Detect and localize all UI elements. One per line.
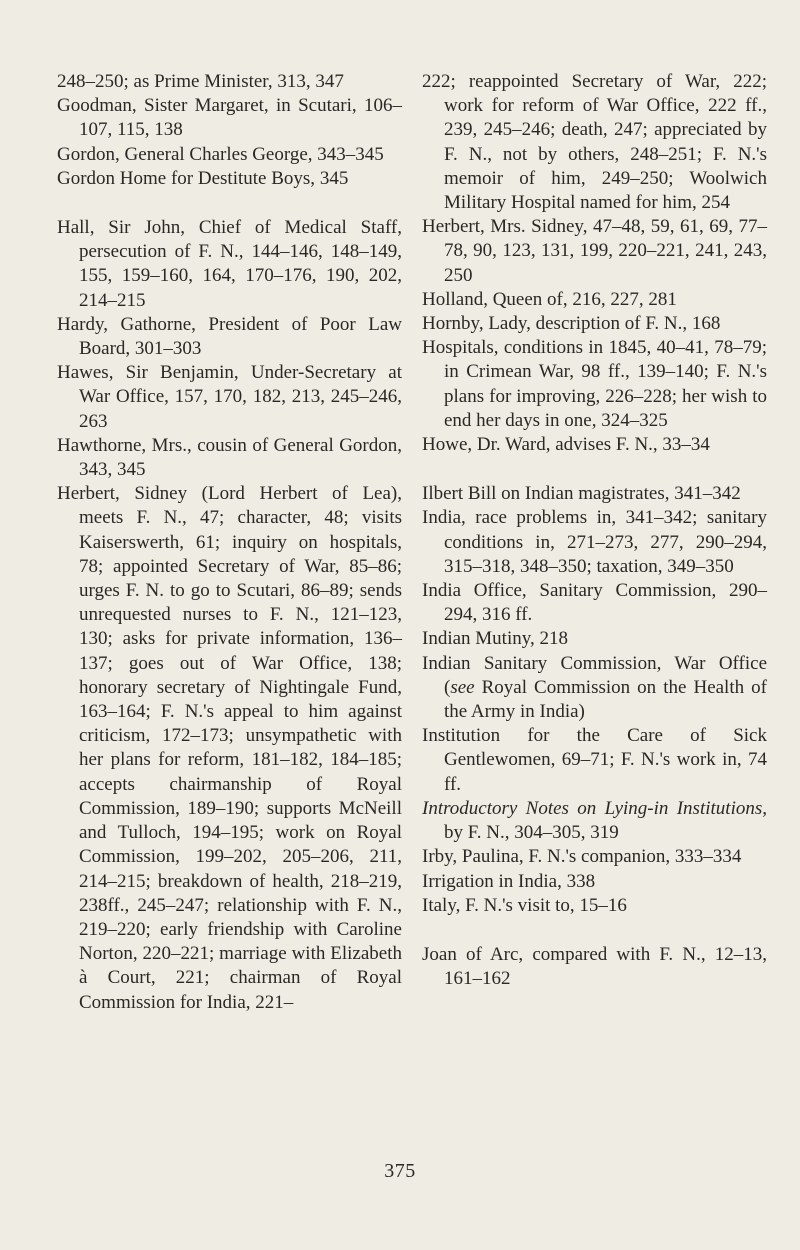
index-entry: Hall, Sir John, Chief of Medical Staff, persecution of F. N., 144–146, 148–149, 155, 159–160, 164, 170–176, 190, 202, 214–215 — [57, 217, 402, 311]
index-entry: 248–250; as Prime Minister, 313, 347 — [57, 71, 344, 92]
index-entry: Howe, Dr. Ward, advises F. N., 33–34 — [422, 434, 710, 456]
left-column — [57, 70, 402, 1015]
index-entry: Hospitals, conditions in 1845, 40–41, 78–79; in Crimean War, 98 ff., 139–140; F. N.'s plans for improving, 226–228; her wish to end her days in one, 324–325 — [422, 337, 767, 431]
index-entry: Herbert, Sidney (Lord Herbert of Lea), meets F. N., 47; character, 48; visits Kaiserswerth, 61; inquiry on hospitals, 78; appointed Secretary of War, 85–86; urges F. N. to go to Scutari, 86–89; sends unrequested nurses to F. N., 121–123, 130; asks for private information, 136–137; goes out of War Office, 138; honorary secretary of Nightingale Fund, 163–164; F. N.'s appeal to him against criticism, 172–173; unsympathetic with her plans for reform, 181–182, 184–185; accepts chairmanship of Royal Commission, 189–190; supports McNeill and Tulloch, 194–195; work on Royal Commission, 199–202, 205–206, 211, 214–215; breakdown of health, 218–219, 238ff., 245–247; relationship with F. N., 219–220; early friendship with Caroline Norton, 220–221; marriage with Elizabeth à Court, 221; chairman of Royal Commission for India, 221– — [57, 483, 402, 1013]
page-number: 375 — [384, 1160, 416, 1182]
index-entry: Indian Mutiny, 218 — [422, 628, 569, 650]
index-entry: Indian Sanitary Commission, War Office (see Royal Commission on the Health of the Army in India) — [422, 652, 767, 723]
index-entry: Introductory Notes on Lying-in Institutions, by F. N., 304–305, 319 — [422, 797, 767, 844]
index-entry: Herbert, Mrs. Sidney, 47–48, 59, 61, 69, 77–78, 90, 123, 131, 199, 220–221, 241, 243, 250 — [422, 216, 767, 286]
index-entry: Institution for the Care of Sick Gentlewomen, 69–71; F. N.'s work in, 74 ff. — [422, 725, 767, 795]
index-entry: Goodman, Sister Margaret, in Scutari, 106–107, 115, 138 — [57, 95, 402, 141]
index-entry: Joan of Arc, compared with F. N., 12–13, 161–162 — [422, 943, 767, 990]
index-entry: Italy, F. N.'s visit to, 15–16 — [422, 894, 627, 916]
index-entry: Gordon Home for Destitute Boys, 345 — [57, 167, 349, 189]
index-entry: India Office, Sanitary Commission, 290–294, 316 ff. — [422, 580, 767, 626]
index-entry: India, race problems in, 341–342; sanitary conditions in, 271–273, 277, 290–294, 315–318, 348–350; taxation, 349–350 — [422, 507, 767, 577]
index-entry: Hawthorne, Mrs., cousin of General Gordon, 343, 345 — [57, 434, 403, 481]
index-entry: 222; reappointed Secretary of War, 222; work for reform of War Office, 222 ff., 239, 245–246; death, 247; appreciated by F. N., not by others, 248–251; F. N.'s memoir of him, 249–250; Woolwich Military Hospital named for him, 254 — [422, 71, 767, 214]
index-entry: Hornby, Lady, description of F. N., 168 — [422, 313, 721, 335]
letter-gap — [422, 457, 767, 482]
index-entry: Hardy, Gathorne, President of Poor Law Board, 301–303 — [57, 313, 402, 360]
letter-gap — [422, 918, 767, 943]
letter-gap — [57, 191, 402, 216]
right-column — [422, 70, 767, 991]
index-entry: Hawes, Sir Benjamin, Under-Secretary at War Office, 157, 170, 182, 213, 245–246, 263 — [57, 362, 402, 432]
index-entry: Irrigation in India, 338 — [422, 870, 596, 892]
index-entry: Ilbert Bill on Indian magistrates, 341–342 — [422, 483, 741, 505]
index-entry: Holland, Queen of, 216, 227, 281 — [422, 288, 677, 310]
index-entry: Irby, Paulina, F. N.'s companion, 333–334 — [422, 846, 742, 868]
index-entry: Gordon, General Charles George, 343–345 — [57, 143, 384, 165]
